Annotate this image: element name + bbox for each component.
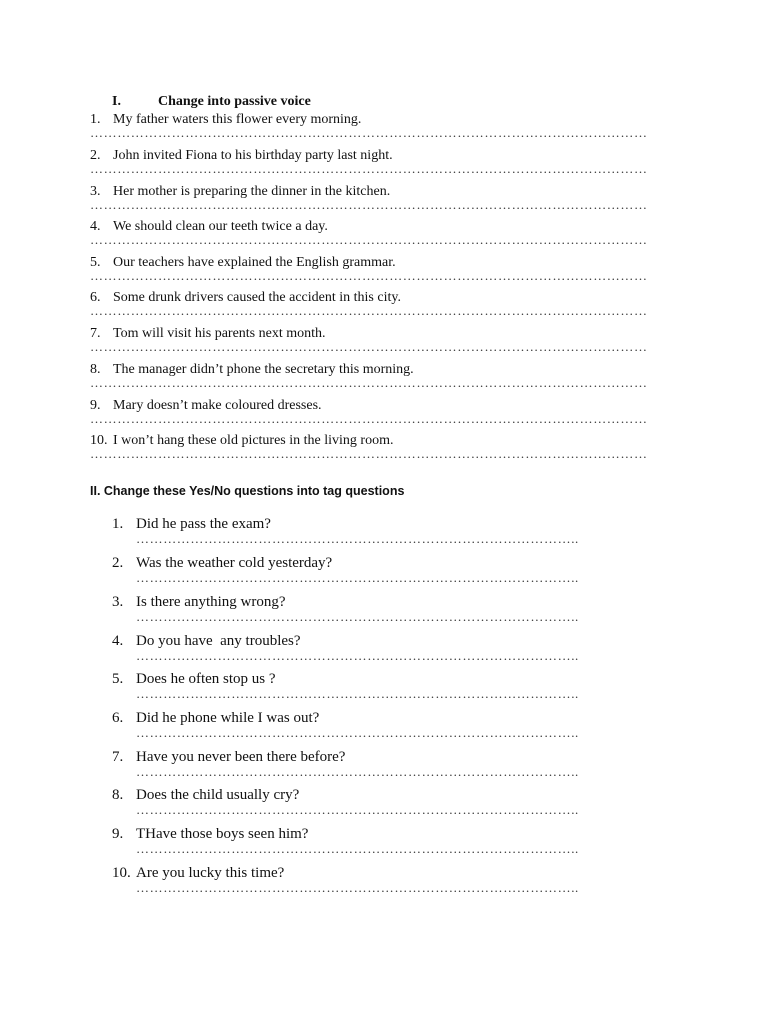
- item-sentence: Are you lucky this time?: [136, 865, 285, 881]
- answer-line[interactable]: ……………………………………………………………………………………..: [136, 610, 579, 624]
- item-number: 10.: [90, 433, 108, 448]
- section-1-heading: [112, 94, 311, 110]
- answer-line[interactable]: ……………………………………………………………………………………..: [136, 726, 579, 740]
- passive-exercise-item: [90, 398, 678, 434]
- item-sentence: My father waters this flower every morning.: [113, 112, 362, 127]
- answer-line[interactable]: ……………………………………………………………………………………..: [136, 571, 579, 585]
- tag-question-item: [112, 555, 657, 593]
- item-sentence: Does he often stop us ?: [136, 671, 276, 687]
- answer-line[interactable]: ……………………………………………………………………………………..: [136, 532, 579, 546]
- answer-line[interactable]: ……………………………………………………………………………………..: [136, 881, 579, 895]
- passive-exercise-item: [90, 290, 678, 326]
- answer-line[interactable]: ……………………………………………………………………………………………………………: [90, 412, 648, 426]
- answer-line[interactable]: ……………………………………………………………………………………..: [136, 687, 579, 701]
- exercise-question: [112, 787, 299, 804]
- answer-line[interactable]: ……………………………………………………………………………………..: [136, 765, 579, 779]
- item-sentence: Did he pass the exam?: [136, 516, 271, 532]
- answer-line[interactable]: ……………………………………………………………………………………………………………: [90, 269, 648, 283]
- item-sentence: John invited Fiona to his birthday party last night.: [113, 148, 393, 163]
- item-number: 4.: [112, 633, 124, 649]
- answer-line[interactable]: ……………………………………………………………………………………………………………: [90, 198, 648, 212]
- item-number: 6.: [112, 710, 124, 726]
- tag-question-item: [112, 865, 657, 903]
- item-sentence: Have you never been there before?: [136, 749, 346, 765]
- item-sentence: We should clean our teeth twice a day.: [113, 219, 328, 234]
- exercise-question: [112, 865, 284, 882]
- item-number: 10.: [112, 865, 131, 881]
- section-1-title: Change into passive voice: [158, 94, 311, 109]
- exercise-question: [112, 826, 308, 843]
- answer-line[interactable]: ……………………………………………………………………………………………………………: [90, 233, 648, 247]
- item-sentence: THave those boys seen him?: [136, 826, 309, 842]
- answer-line[interactable]: ……………………………………………………………………………………………………………: [90, 126, 648, 140]
- item-number: 9.: [90, 398, 101, 413]
- item-number: 3.: [90, 184, 101, 199]
- answer-line[interactable]: ……………………………………………………………………………………………………………: [90, 304, 648, 318]
- answer-line[interactable]: ……………………………………………………………………………………………………………: [90, 162, 648, 176]
- tag-question-item: [112, 516, 657, 554]
- tag-question-item: [112, 671, 657, 709]
- item-sentence: Was the weather cold yesterday?: [136, 555, 333, 571]
- item-number: 9.: [112, 826, 124, 842]
- item-sentence: Our teachers have explained the English grammar.: [113, 255, 396, 270]
- answer-line[interactable]: ……………………………………………………………………………………………………………: [90, 447, 648, 461]
- answer-line[interactable]: ……………………………………………………………………………………..: [136, 842, 579, 856]
- passive-exercise-item: [90, 184, 678, 220]
- passive-exercise-item: [90, 255, 678, 291]
- answer-line[interactable]: ……………………………………………………………………………………..: [136, 649, 579, 663]
- item-number: 6.: [90, 290, 101, 305]
- item-number: 1.: [112, 516, 124, 532]
- exercise-question: [112, 749, 345, 766]
- item-number: 7.: [112, 749, 124, 765]
- item-sentence: Do you have any troubles?: [136, 633, 301, 649]
- passive-exercise-item: [90, 219, 678, 255]
- item-sentence: Is there anything wrong?: [136, 594, 286, 610]
- passive-exercise-item: [90, 362, 678, 398]
- item-number: 3.: [112, 594, 124, 610]
- item-number: 5.: [112, 671, 124, 687]
- item-sentence: The manager didn’t phone the secretary this morning.: [113, 362, 414, 377]
- item-number: 2.: [90, 148, 101, 163]
- answer-line[interactable]: ……………………………………………………………………………………………………………: [90, 376, 648, 390]
- tag-question-item: [112, 594, 657, 632]
- item-sentence: I won’t hang these old pictures in the living room.: [113, 433, 394, 448]
- item-sentence: Mary doesn’t make coloured dresses.: [113, 398, 322, 413]
- tag-question-item: [112, 633, 657, 671]
- item-number: 8.: [112, 787, 124, 803]
- exercise-question: [112, 516, 271, 533]
- item-number: 4.: [90, 219, 101, 234]
- exercise-question: [112, 633, 301, 650]
- tag-question-item: [112, 787, 657, 825]
- answer-line[interactable]: ……………………………………………………………………………………..: [136, 803, 579, 817]
- item-number: 1.: [90, 112, 101, 127]
- exercise-question: [112, 555, 332, 572]
- item-number: 2.: [112, 555, 124, 571]
- item-number: 5.: [90, 255, 101, 270]
- tag-question-item: [112, 826, 657, 864]
- item-sentence: Tom will visit his parents next month.: [113, 326, 326, 341]
- exercise-question: [112, 710, 319, 727]
- item-sentence: Some drunk drivers caused the accident in this city.: [113, 290, 401, 305]
- exercise-question: [112, 671, 276, 688]
- item-sentence: Did he phone while I was out?: [136, 710, 320, 726]
- passive-exercise-item: [90, 326, 678, 362]
- tag-question-item: [112, 710, 657, 748]
- section-2-heading: II. Change these Yes/No questions into tag questions: [90, 484, 405, 498]
- item-number: 8.: [90, 362, 101, 377]
- tag-question-item: [112, 749, 657, 787]
- exercise-question: [112, 594, 286, 611]
- item-number: 7.: [90, 326, 101, 341]
- passive-exercise-item: [90, 112, 678, 148]
- answer-line[interactable]: ……………………………………………………………………………………………………………: [90, 340, 648, 354]
- passive-exercise-item: [90, 148, 678, 184]
- item-sentence: Does the child usually cry?: [136, 787, 300, 803]
- item-sentence: Her mother is preparing the dinner in the kitchen.: [113, 184, 391, 199]
- section-1-number: I.: [112, 94, 121, 109]
- passive-exercise-item: [90, 433, 678, 469]
